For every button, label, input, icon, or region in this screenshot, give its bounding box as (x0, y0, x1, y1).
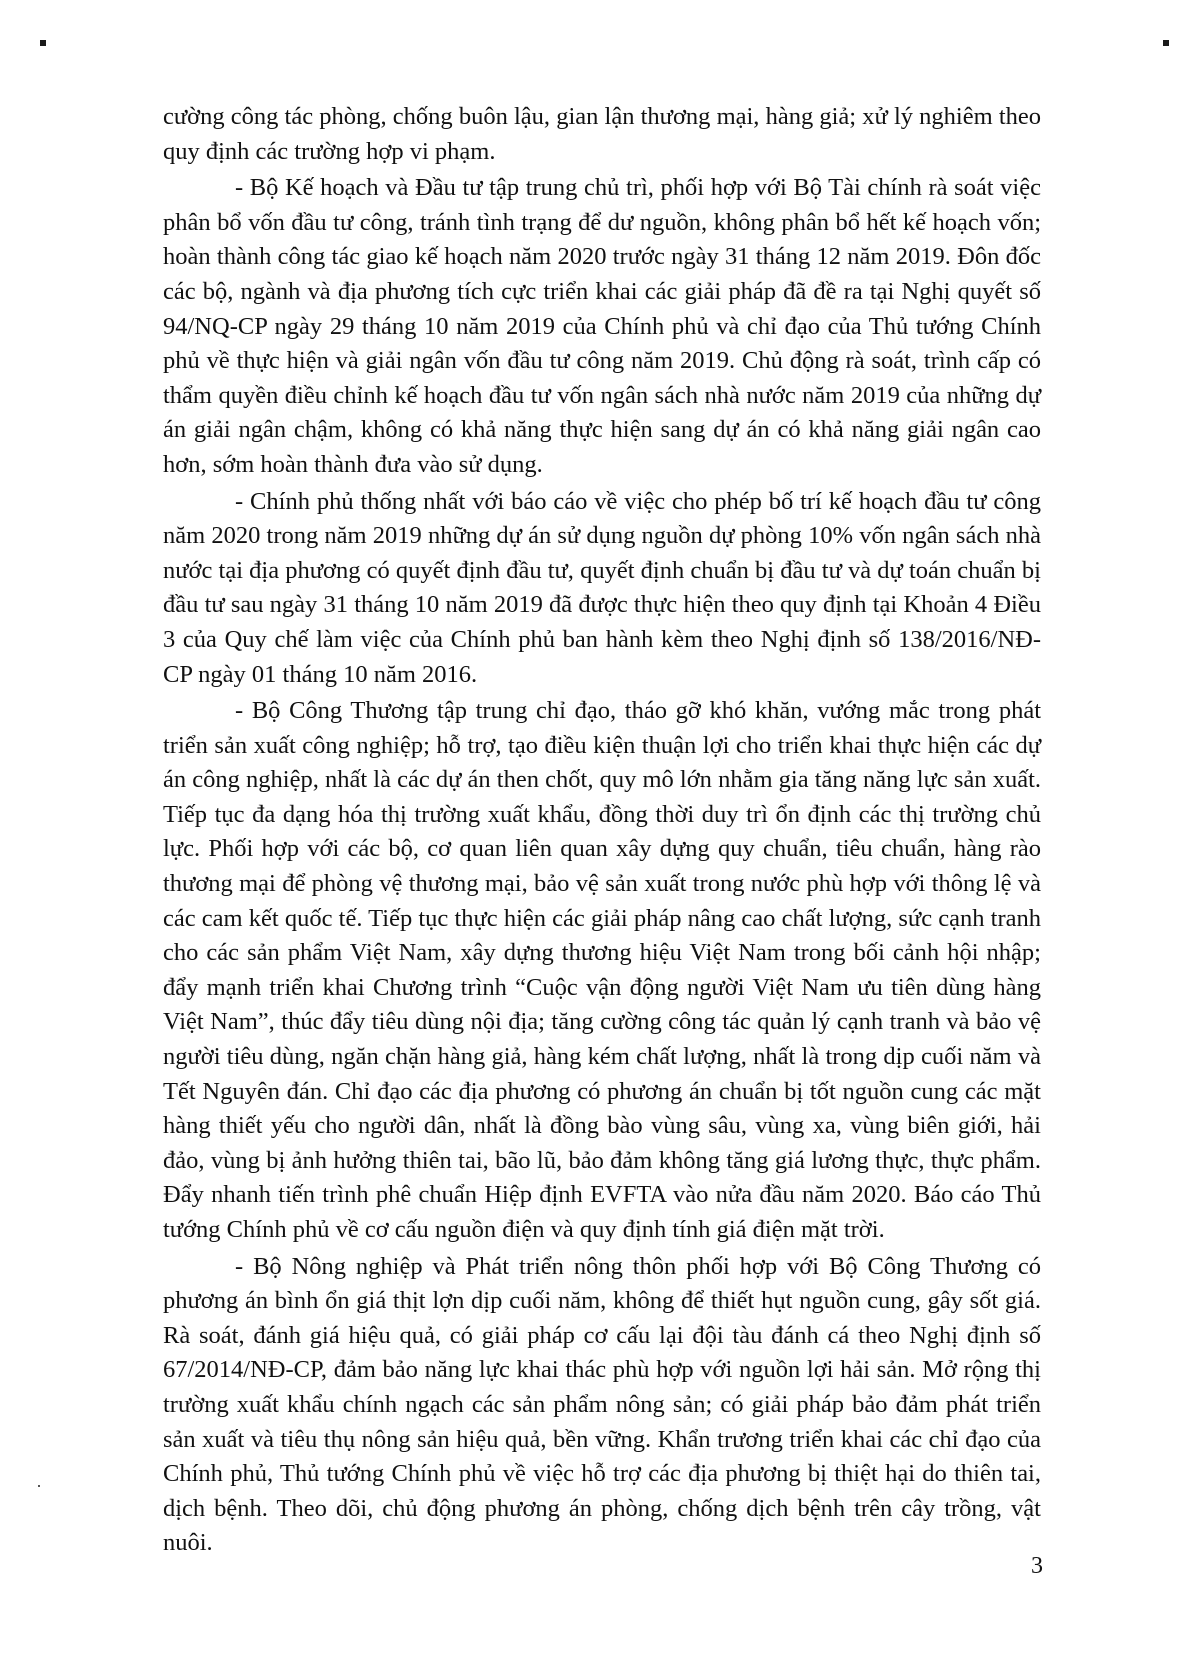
paragraph-ministry-planning-investment: - Bộ Kế hoạch và Đầu tư tập trung chủ trì, phối hợp với Bộ Tài chính rà soát việc phân bổ vốn đầu tư công, tránh tình trạng để dư nguồn, không phân bổ hết kế hoạch vốn; hoàn thành công tác giao kế hoạch năm 2020 trước ngày 31 tháng 12 năm 2019. Đôn đốc các bộ, ngành và địa phương tích cực triển khai các giải pháp đã đề ra tại Nghị quyết số 94/NQ-CP ngày 29 tháng 10 năm 2019 của Chính phủ và chỉ đạo của Thủ tướng Chính phủ về thực hiện và giải ngân vốn đầu tư công năm 2019. Chủ động rà soát, trình cấp có thẩm quyền điều chỉnh kế hoạch đầu tư vốn ngân sách nhà nước năm 2019 của những dự án giải ngân chậm, không có khả năng thực hiện sang dự án có khả năng giải ngân cao hơn, sớm hoàn thành đưa vào sử dụng. (163, 174, 1041, 478)
paragraph-ministry-agriculture: - Bộ Nông nghiệp và Phát triển nông thôn phối hợp với Bộ Công Thương có phương án bình ổn giá thịt lợn dịp cuối năm, không để thiết hụt nguồn cung, gây sốt giá. Rà soát, đánh giá hiệu quả, có giải pháp cơ cấu lại đội tàu đánh cá theo Nghị định số 67/2014/NĐ-CP, đảm bảo năng lực khai thác phù hợp với nguồn lợi hải sản. Mở rộng thị trường xuất khẩu chính ngạch các sản phẩm nông sản; có giải pháp bảo đảm phát triển sản xuất và tiêu thụ nông sản hiệu quả, bền vững. Khẩn trương triển khai các chỉ đạo của Chính phủ, Thủ tướng Chính phủ về việc hỗ trợ các địa phương bị thiệt hại do thiên tai, dịch bệnh. Theo dõi, chủ động phương án phòng, chống dịch bệnh trên cây trồng, vật nuôi. (163, 1252, 1041, 1557)
document-body (163, 100, 1041, 1563)
paragraph-continuation: cường công tác phòng, chống buôn lậu, gian lận thương mại, hàng giả; xử lý nghiêm theo quy định các trường hợp vi phạm. (163, 103, 1041, 165)
scan-corner-mark (1163, 40, 1169, 46)
paragraph-government-agreement: - Chính phủ thống nhất với báo cáo về việc cho phép bố trí kế hoạch đầu tư công năm 2020 trong năm 2019 những dự án sử dụng nguồn dự phòng 10% vốn ngân sách nhà nước tại địa phương có quyết định đầu tư, quyết định chuẩn bị đầu tư và dự toán chuẩn bị đầu tư sau ngày 31 tháng 10 năm 2019 đã được thực hiện theo quy định tại Khoản 4 Điều 3 của Quy chế làm việc của Chính phủ ban hành kèm theo Nghị định số 138/2016/NĐ-CP ngày 01 tháng 10 năm 2016. (163, 487, 1041, 688)
page-number: 3 (1031, 1553, 1043, 1579)
paragraph-ministry-industry-trade: - Bộ Công Thương tập trung chỉ đạo, tháo gỡ khó khăn, vướng mắc trong phát triển sản xuất công nghiệp; hỗ trợ, tạo điều kiện thuận lợi cho triển khai thực hiện các dự án công nghiệp, nhất là các dự án then chốt, quy mô lớn nhằm gia tăng năng lực sản xuất. Tiếp tục đa dạng hóa thị trường xuất khẩu, đồng thời duy trì ổn định các thị trường chủ lực. Phối hợp với các bộ, cơ quan liên quan xây dựng quy chuẩn, tiêu chuẩn, hàng rào thương mại để phòng vệ thương mại, bảo vệ sản xuất trong nước phù hợp với thông lệ và các cam kết quốc tế. Tiếp tục thực hiện các giải pháp nâng cao chất lượng, sức cạnh tranh cho các sản phẩm Việt Nam, xây dựng thương hiệu Việt Nam trong bối cảnh hội nhập; đẩy mạnh triển khai Chương trình “Cuộc vận động người Việt Nam ưu tiên dùng hàng Việt Nam”, thúc đẩy tiêu dùng nội địa; tăng cường công tác quản lý cạnh tranh và bảo vệ người tiêu dùng, ngăn chặn hàng giả, hàng kém chất lượng, nhất là trong dịp cuối năm và Tết Nguyên đán. Chỉ đạo các địa phương có phương án chuẩn bị tốt nguồn cung các mặt hàng thiết yếu cho người dân, nhất là đồng bào vùng sâu, vùng xa, vùng biên giới, hải đảo, vùng bị ảnh hưởng thiên tai, bão lũ, bảo đảm không tăng giá lương thực, thực phẩm. Đẩy nhanh tiến trình phê chuẩn Hiệp định EVFTA vào nửa đầu năm 2020. Báo cáo Thủ tướng Chính phủ về cơ cấu nguồn điện và quy định tính giá điện mặt trời. (163, 697, 1041, 1243)
scan-speck (38, 1485, 40, 1487)
scan-corner-mark (40, 40, 46, 46)
